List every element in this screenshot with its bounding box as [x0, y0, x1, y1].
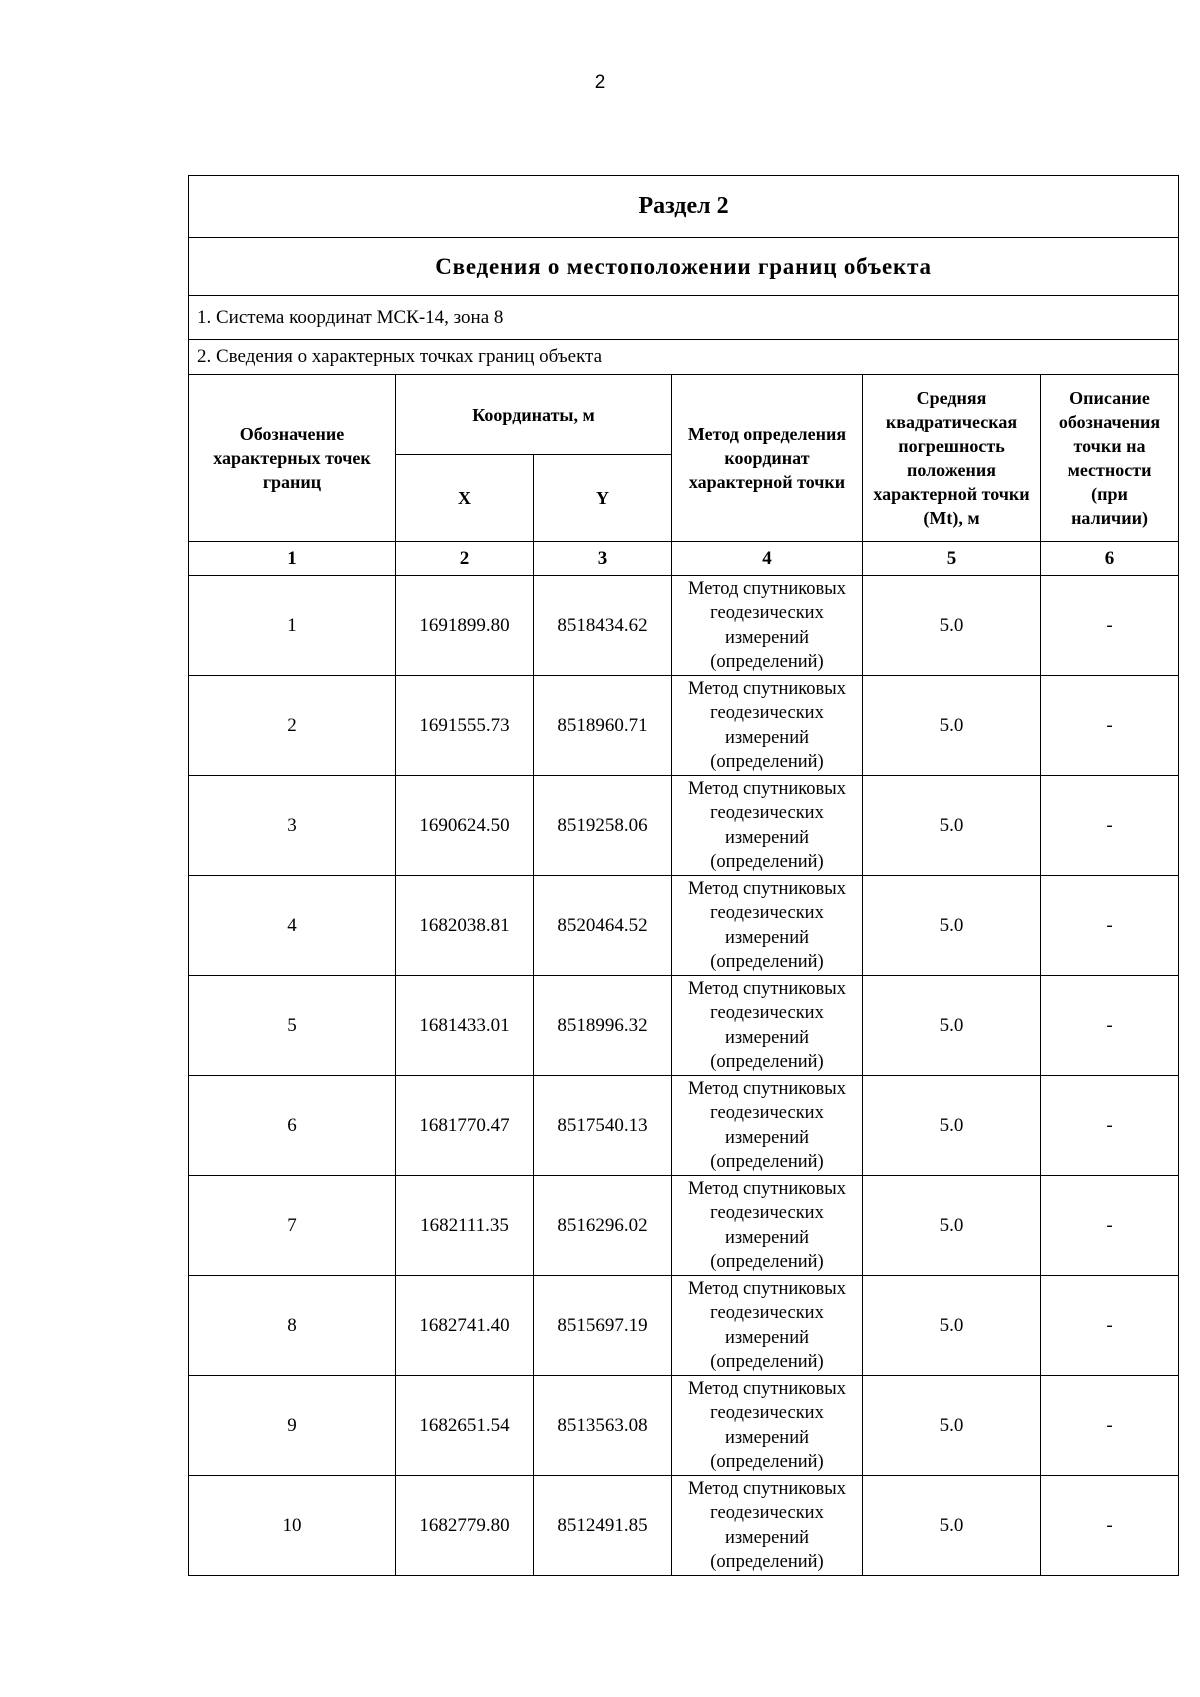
method-line: Метод спутниковых	[688, 1378, 846, 1399]
method-line: (определений)	[710, 952, 824, 972]
section-title: Раздел 2	[189, 176, 1179, 238]
method-line: измерений	[724, 927, 810, 948]
method-line: геодезических	[710, 1203, 824, 1223]
method-line: Метод спутниковых	[688, 778, 846, 799]
method-line: измерений	[724, 627, 810, 648]
coordinate-x: 1682779.80	[396, 1476, 534, 1576]
coordinate-y: 8517540.13	[534, 1076, 672, 1176]
column-number: 2	[396, 542, 534, 576]
points-caption: 2. Сведения о характерных точках границ объекта	[189, 340, 1179, 375]
error-value: 5.0	[863, 1076, 1041, 1176]
method-line: измерений	[724, 1327, 810, 1348]
coordinate-x: 1682111.35	[396, 1176, 534, 1276]
error-value: 5.0	[863, 676, 1041, 776]
method-cell	[672, 1276, 863, 1376]
method-line: Метод спутниковых	[688, 1278, 846, 1299]
method-cell	[672, 776, 863, 876]
method-line: геодезических	[710, 1103, 824, 1123]
point-number: 4	[189, 876, 396, 976]
header-coordinates: Координаты, м	[396, 375, 672, 455]
header-x: X	[396, 455, 534, 542]
error-value: 5.0	[863, 976, 1041, 1076]
method-line: измерений	[724, 1227, 810, 1248]
point-number: 1	[189, 576, 396, 676]
coordinate-system: 1. Система координат МСК-14, зона 8	[189, 296, 1179, 340]
error-value: 5.0	[863, 1176, 1041, 1276]
table-row	[189, 876, 1179, 976]
column-numbers-row	[189, 542, 1179, 576]
method-line: (определений)	[710, 1052, 824, 1072]
method-line: (определений)	[710, 1152, 824, 1172]
method-line: измерений	[724, 727, 810, 748]
description-value: -	[1041, 676, 1179, 776]
method-line: измерений	[724, 827, 810, 848]
point-number: 9	[189, 1376, 396, 1476]
column-number: 6	[1041, 542, 1179, 576]
method-line: измерений	[724, 1427, 810, 1448]
coordinate-y: 8512491.85	[534, 1476, 672, 1576]
method-cell	[672, 676, 863, 776]
method-line: (определений)	[710, 852, 824, 872]
description-value: -	[1041, 1076, 1179, 1176]
table-row	[189, 776, 1179, 876]
point-number: 8	[189, 1276, 396, 1376]
header-designation: Обозначение характерных точек границ	[189, 375, 396, 542]
description-value: -	[1041, 876, 1179, 976]
method-line: геодезических	[710, 603, 824, 623]
method-cell	[672, 876, 863, 976]
coordinate-x: 1682741.40	[396, 1276, 534, 1376]
method-line: измерений	[724, 1527, 810, 1548]
coordinate-x: 1682651.54	[396, 1376, 534, 1476]
column-number: 3	[534, 542, 672, 576]
method-cell	[672, 1476, 863, 1576]
section-subtitle: Сведения о местоположении границ объекта	[189, 238, 1179, 296]
method-line: геодезических	[710, 703, 824, 723]
header-description: Описание обозначения точки на местности (при наличии)	[1041, 375, 1179, 542]
method-line: измерений	[724, 1127, 810, 1148]
column-number: 5	[863, 542, 1041, 576]
coordinate-x: 1682038.81	[396, 876, 534, 976]
table-row	[189, 1076, 1179, 1176]
point-number: 3	[189, 776, 396, 876]
method-line: Метод спутниковых	[688, 1478, 846, 1499]
method-line: (определений)	[710, 1552, 824, 1572]
method-line: измерений	[724, 1027, 810, 1048]
method-cell	[672, 1076, 863, 1176]
coordinate-x: 1690624.50	[396, 776, 534, 876]
column-number: 4	[672, 542, 863, 576]
coordinate-y: 8519258.06	[534, 776, 672, 876]
coordinate-y: 8520464.52	[534, 876, 672, 976]
method-line: геодезических	[710, 1403, 824, 1423]
point-number: 7	[189, 1176, 396, 1276]
description-value: -	[1041, 576, 1179, 676]
method-cell	[672, 576, 863, 676]
coordinate-y: 8513563.08	[534, 1376, 672, 1476]
method-cell	[672, 976, 863, 1076]
boundary-points-table	[188, 175, 1179, 1576]
coordinate-y: 8515697.19	[534, 1276, 672, 1376]
point-number: 5	[189, 976, 396, 1076]
method-line: Метод спутниковых	[688, 578, 846, 599]
page-number: 2	[594, 72, 606, 93]
method-line: (определений)	[710, 652, 824, 672]
method-cell	[672, 1376, 863, 1476]
coordinate-x: 1691555.73	[396, 676, 534, 776]
table-row	[189, 676, 1179, 776]
method-line: Метод спутниковых	[688, 678, 846, 699]
error-value: 5.0	[863, 576, 1041, 676]
header-method: Метод определения координат характерной точки	[672, 375, 863, 542]
point-number: 2	[189, 676, 396, 776]
coordinate-y: 8518996.32	[534, 976, 672, 1076]
method-line: Метод спутниковых	[688, 878, 846, 899]
method-line: Метод спутниковых	[688, 1178, 846, 1199]
method-cell	[672, 1176, 863, 1276]
coordinate-x: 1681433.01	[396, 976, 534, 1076]
method-line: (определений)	[710, 1452, 824, 1472]
table-row	[189, 1376, 1179, 1476]
error-value: 5.0	[863, 876, 1041, 976]
error-value: 5.0	[863, 1276, 1041, 1376]
method-line: (определений)	[710, 1252, 824, 1272]
point-number: 6	[189, 1076, 396, 1176]
table-row	[189, 576, 1179, 676]
description-value: -	[1041, 1476, 1179, 1576]
coordinate-x: 1691899.80	[396, 576, 534, 676]
method-line: геодезических	[710, 1303, 824, 1323]
method-line: геодезических	[710, 1503, 824, 1523]
method-line: геодезических	[710, 1003, 824, 1023]
method-line: (определений)	[710, 1352, 824, 1372]
error-value: 5.0	[863, 776, 1041, 876]
column-number: 1	[189, 542, 396, 576]
coordinate-y: 8518960.71	[534, 676, 672, 776]
description-value: -	[1041, 1176, 1179, 1276]
description-value: -	[1041, 1276, 1179, 1376]
description-value: -	[1041, 976, 1179, 1076]
point-number: 10	[189, 1476, 396, 1576]
description-value: -	[1041, 1376, 1179, 1476]
method-line: Метод спутниковых	[688, 978, 846, 999]
header-error: Средняя квадратическая погрешность положения характерной точки (Mt), м	[863, 375, 1041, 542]
header-y: Y	[534, 455, 672, 542]
method-line: геодезических	[710, 803, 824, 823]
coordinate-y: 8518434.62	[534, 576, 672, 676]
method-line: Метод спутниковых	[688, 1078, 846, 1099]
error-value: 5.0	[863, 1476, 1041, 1576]
table-row	[189, 976, 1179, 1076]
table-row	[189, 1176, 1179, 1276]
table-row	[189, 1476, 1179, 1576]
error-value: 5.0	[863, 1376, 1041, 1476]
table-row	[189, 1276, 1179, 1376]
coordinate-x: 1681770.47	[396, 1076, 534, 1176]
method-line: геодезических	[710, 903, 824, 923]
method-line: (определений)	[710, 752, 824, 772]
description-value: -	[1041, 776, 1179, 876]
coordinate-y: 8516296.02	[534, 1176, 672, 1276]
